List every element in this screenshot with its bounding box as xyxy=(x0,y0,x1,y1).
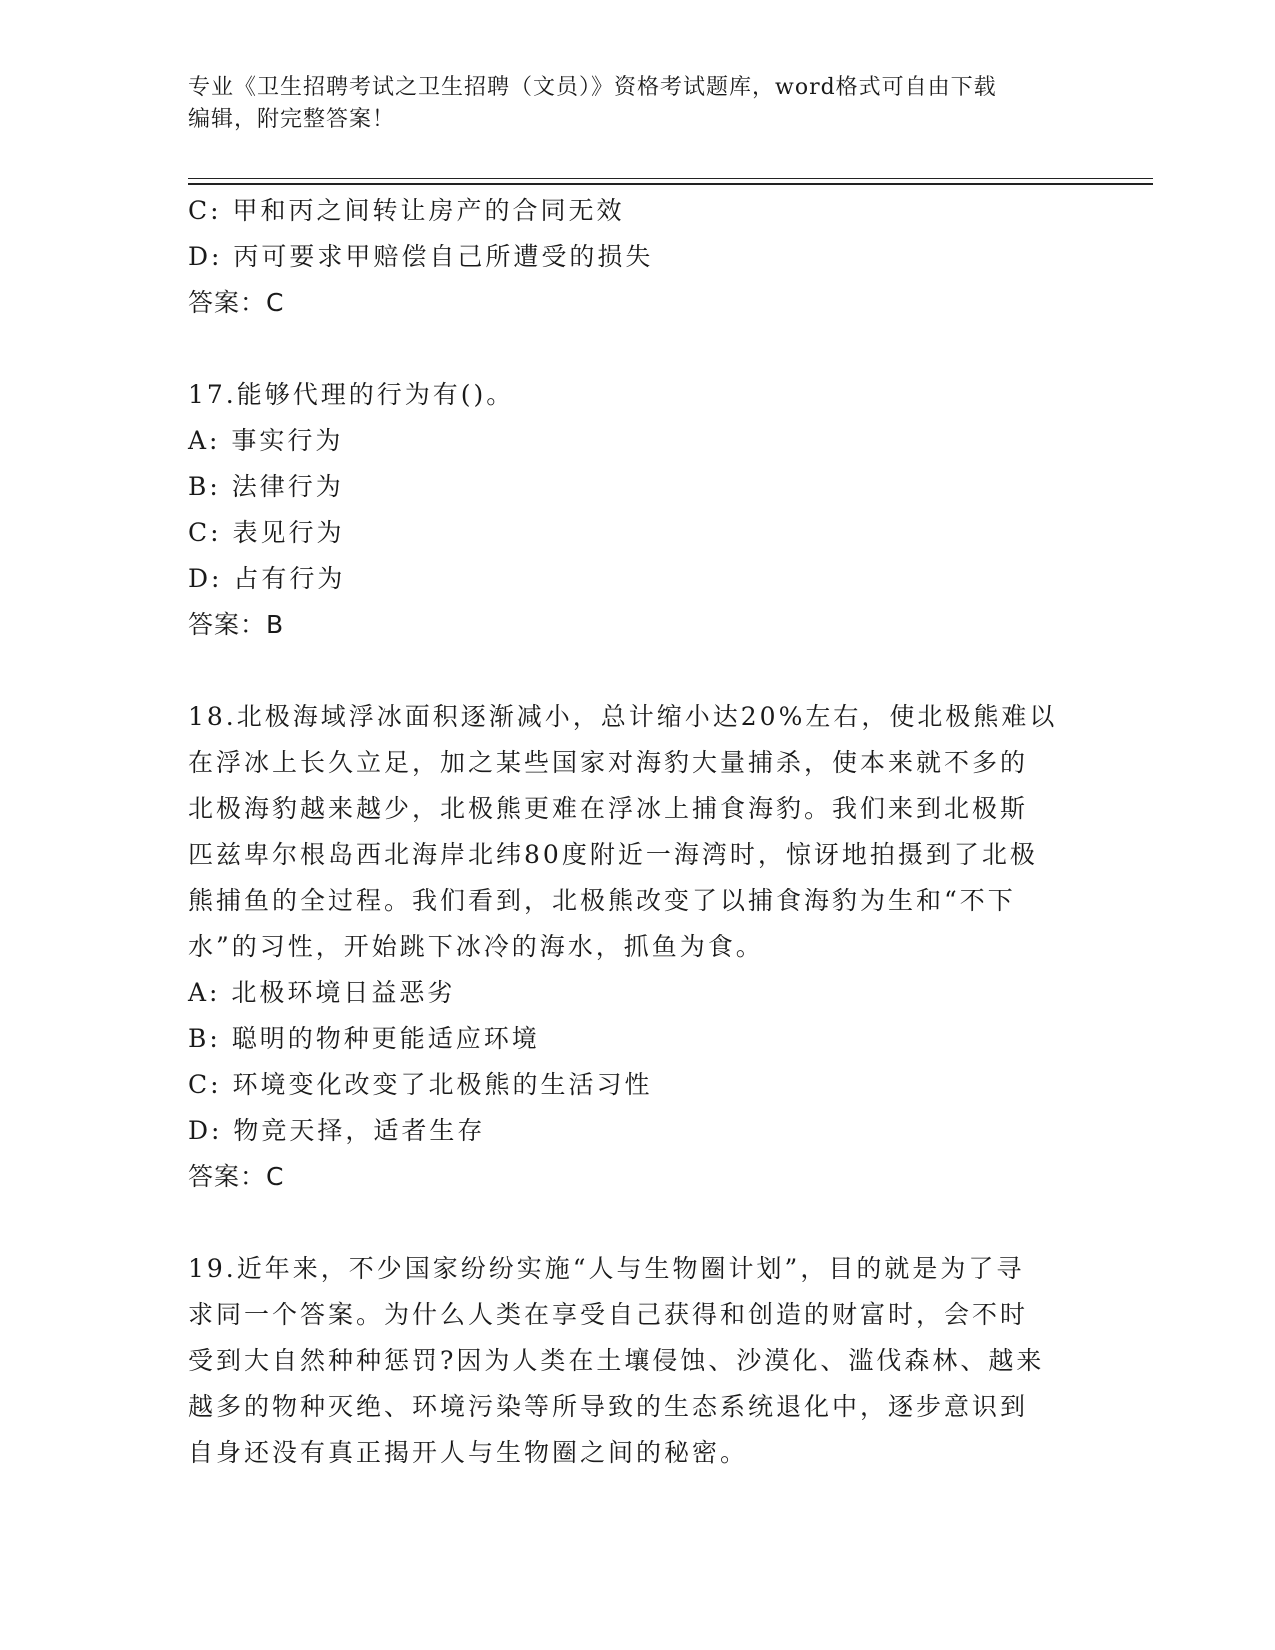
q19-stem-line: 越多的物种灭绝、环境污染等所导致的生态系统退化中，逐步意识到 xyxy=(188,1392,1029,1421)
header-line-2: 编辑，附完整答案！ xyxy=(188,107,396,132)
header-divider-thin xyxy=(188,178,1153,179)
q16-answer: 答案：C xyxy=(188,288,285,317)
q18-stem-line: 18.北极海域浮冰面积逐渐减小，总计缩小达20%左右，使北极熊难以 xyxy=(188,702,1058,731)
spacer xyxy=(188,1200,1088,1246)
q17-option-c: C: 表见行为 xyxy=(188,518,345,547)
q18-option-c: C: 环境变化改变了北极熊的生活习性 xyxy=(188,1070,653,1099)
q17-option-d: D: 占有行为 xyxy=(188,564,346,593)
q18-stem-line: 匹兹卑尔根岛西北海岸北纬80度附近一海湾时，惊讶地拍摄到了北极 xyxy=(188,840,1038,869)
q18-stem-line: 在浮冰上长久立足，加之某些国家对海豹大量捕杀，使本来就不多的 xyxy=(188,748,1029,777)
q18-stem-line: 熊捕鱼的全过程。我们看到，北极熊改变了以捕食海豹为生和“不下 xyxy=(188,886,1016,915)
q19-stem-line: 自身还没有真正揭开人与生物圈之间的秘密。 xyxy=(188,1438,749,1467)
q18-stem-line: 北极海豹越来越少，北极熊更难在浮冰上捕食海豹。我们来到北极斯 xyxy=(188,794,1029,823)
question-18 xyxy=(188,694,1088,1200)
q17-option-a: A: 事实行为 xyxy=(188,426,344,455)
header-line-1: 专业《卫生招聘考试之卫生招聘（文员）》资格考试题库，word格式可自由下载 xyxy=(188,75,997,100)
q18-answer: 答案：C xyxy=(188,1162,285,1191)
q18-option-d: D: 物竞天择，适者生存 xyxy=(188,1116,486,1145)
q16-option-d: D: 丙可要求甲赔偿自己所遭受的损失 xyxy=(188,242,654,271)
spacer xyxy=(188,326,1088,372)
question-16-continued xyxy=(188,188,1088,326)
page-header xyxy=(188,72,1088,136)
q19-stem-line: 19.近年来，不少国家纷纷实施“人与生物圈计划”，目的就是为了寻 xyxy=(188,1254,1025,1283)
q18-stem-line: 水”的习性，开始跳下冰冷的海水，抓鱼为食。 xyxy=(188,932,764,961)
question-17 xyxy=(188,372,1088,648)
q19-stem-line: 求同一个答案。为什么人类在享受自己获得和创造的财富时，会不时 xyxy=(188,1300,1029,1329)
spacer xyxy=(188,648,1088,694)
q19-stem-line: 受到大自然种种惩罚?因为人类在土壤侵蚀、沙漠化、滥伐森林、越来 xyxy=(188,1346,1045,1375)
q17-answer: 答案：B xyxy=(188,610,285,639)
q16-option-c: C: 甲和丙之间转让房产的合同无效 xyxy=(188,196,625,225)
header-divider-thick xyxy=(188,183,1153,185)
q17-option-b: B: 法律行为 xyxy=(188,472,344,501)
question-19 xyxy=(188,1246,1088,1476)
q18-option-a: A: 北极环境日益恶劣 xyxy=(188,978,456,1007)
q17-stem: 17.能够代理的行为有()。 xyxy=(188,380,515,409)
q18-option-b: B: 聪明的物种更能适应环境 xyxy=(188,1024,540,1053)
document-body xyxy=(188,188,1088,1476)
